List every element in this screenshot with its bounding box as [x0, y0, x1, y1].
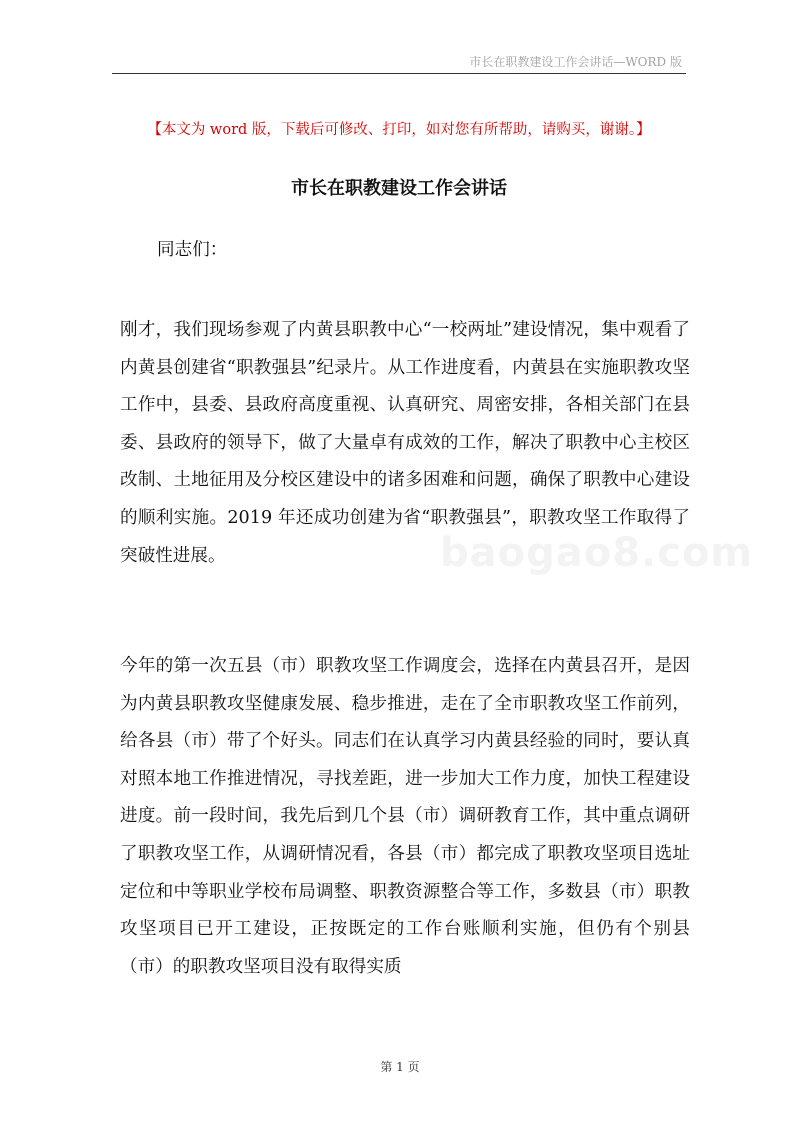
greeting: 同志们： [157, 240, 228, 260]
paragraph-1: 刚才，我们现场参观了内黄县职教中心“一校两址”建设情况，集中观看了内黄县创建省“职教强县”纪录片。从工作进度看，内黄县在实施职教攻坚工作中，县委、县政府高度重视、认真研究、周密安排，各相关部门在县委、县政府的领导下，做了大量卓有成效的工作，解决了职教中心主校区改制、土地征用及分校区建设中的诸多困难和问题，确保了职教中心建设的顺利实施。2019 年还成功创建为省“职教强县”，职教攻坚工作取得了突破性进展。 [120, 320, 690, 566]
purchase-notice: 【本文为 word 版，下载后可修改、打印，如对您有所帮助，请购买，谢谢。】 [147, 122, 651, 138]
watermark: baogao8.com [440, 530, 754, 576]
running-header: 市长在职教建设工作会讲话—WORD 版 [469, 55, 682, 69]
paragraph-2: 今年的第一次五县（市）职教攻坚工作调度会，选择在内黄县召开，是因为内黄县职教攻坚健康发展、稳步推进，走在了全市职教攻坚工作前列，给各县（市）带了个好头。同志们在认真学习内黄县经验的同时，要认真对照本地工作推进情况，寻找差距，进一步加大工作力度，加快工程建设进度。前一段时间，我先后到几个县（市）调研教育工作，其中重点调研了职教攻坚工作，从调研情况看，各县（市）都完成了职教攻坚项目选址定位和中等职业学校布局调整、职教资源整合等工作，多数县（市）职教攻坚项目已开工建设，正按既定的工作台账顺利实施，但仍有个别县（市）的职教攻坚项目没有取得实质 [120, 656, 690, 977]
document-title: 市长在职教建设工作会讲话 [291, 178, 507, 199]
header-divider [112, 73, 686, 74]
page-number: 第 1 页 [380, 1060, 420, 1074]
